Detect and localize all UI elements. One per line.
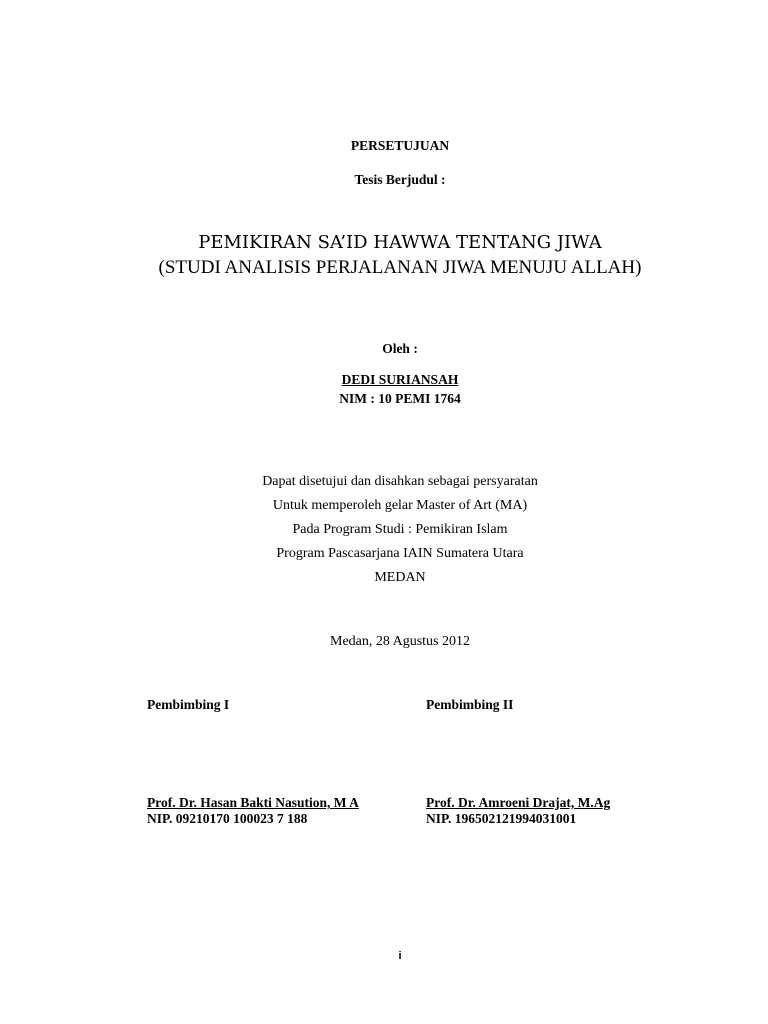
thesis-title-line-2: (STUDI ANALISIS PERJALANAN JIWA MENUJU ALLAH) (158, 257, 642, 278)
approval-heading: PERSETUJUAN (350, 138, 450, 153)
supervisor-1-nip: NIP. 09210170 100023 7 188 (147, 811, 308, 826)
supervisor-1-name: Prof. Dr. Hasan Bakti Nasution, M A (147, 795, 359, 810)
author-by-label: Oleh : (382, 341, 418, 356)
approval-line-5: MEDAN (374, 570, 426, 585)
supervisor-1-role: Pembimbing I (147, 697, 230, 712)
supervisor-2-nip: NIP. 196502121994031001 (426, 811, 577, 826)
approval-line-2: Untuk memperoleh gelar Master of Art (MA) (272, 498, 528, 513)
date-line: Medan, 28 Agustus 2012 (330, 634, 470, 649)
author-nim: NIM : 10 PEMI 1764 (339, 391, 461, 406)
approval-line-1: Dapat disetujui dan disahkan sebagai persyaratan (262, 474, 538, 489)
author-name (0, 372, 768, 388)
supervisor-2-role: Pembimbing II (426, 697, 514, 712)
supervisor-2-name: Prof. Dr. Amroeni Drajat, M.Ag (426, 795, 611, 810)
approval-line-3: Pada Program Studi : Pemikiran Islam (292, 522, 508, 537)
page-number: i (398, 950, 402, 962)
author-name-text: DEDI SURIANSAH (341, 372, 459, 387)
thesis-subheading: Tesis Berjudul : (354, 172, 446, 187)
thesis-title-line-1: PEMIKIRAN SA’ID HAWWA TENTANG JIWA (198, 232, 602, 253)
approval-line-4: Program Pascasarjana IAIN Sumatera Utara (276, 546, 524, 561)
